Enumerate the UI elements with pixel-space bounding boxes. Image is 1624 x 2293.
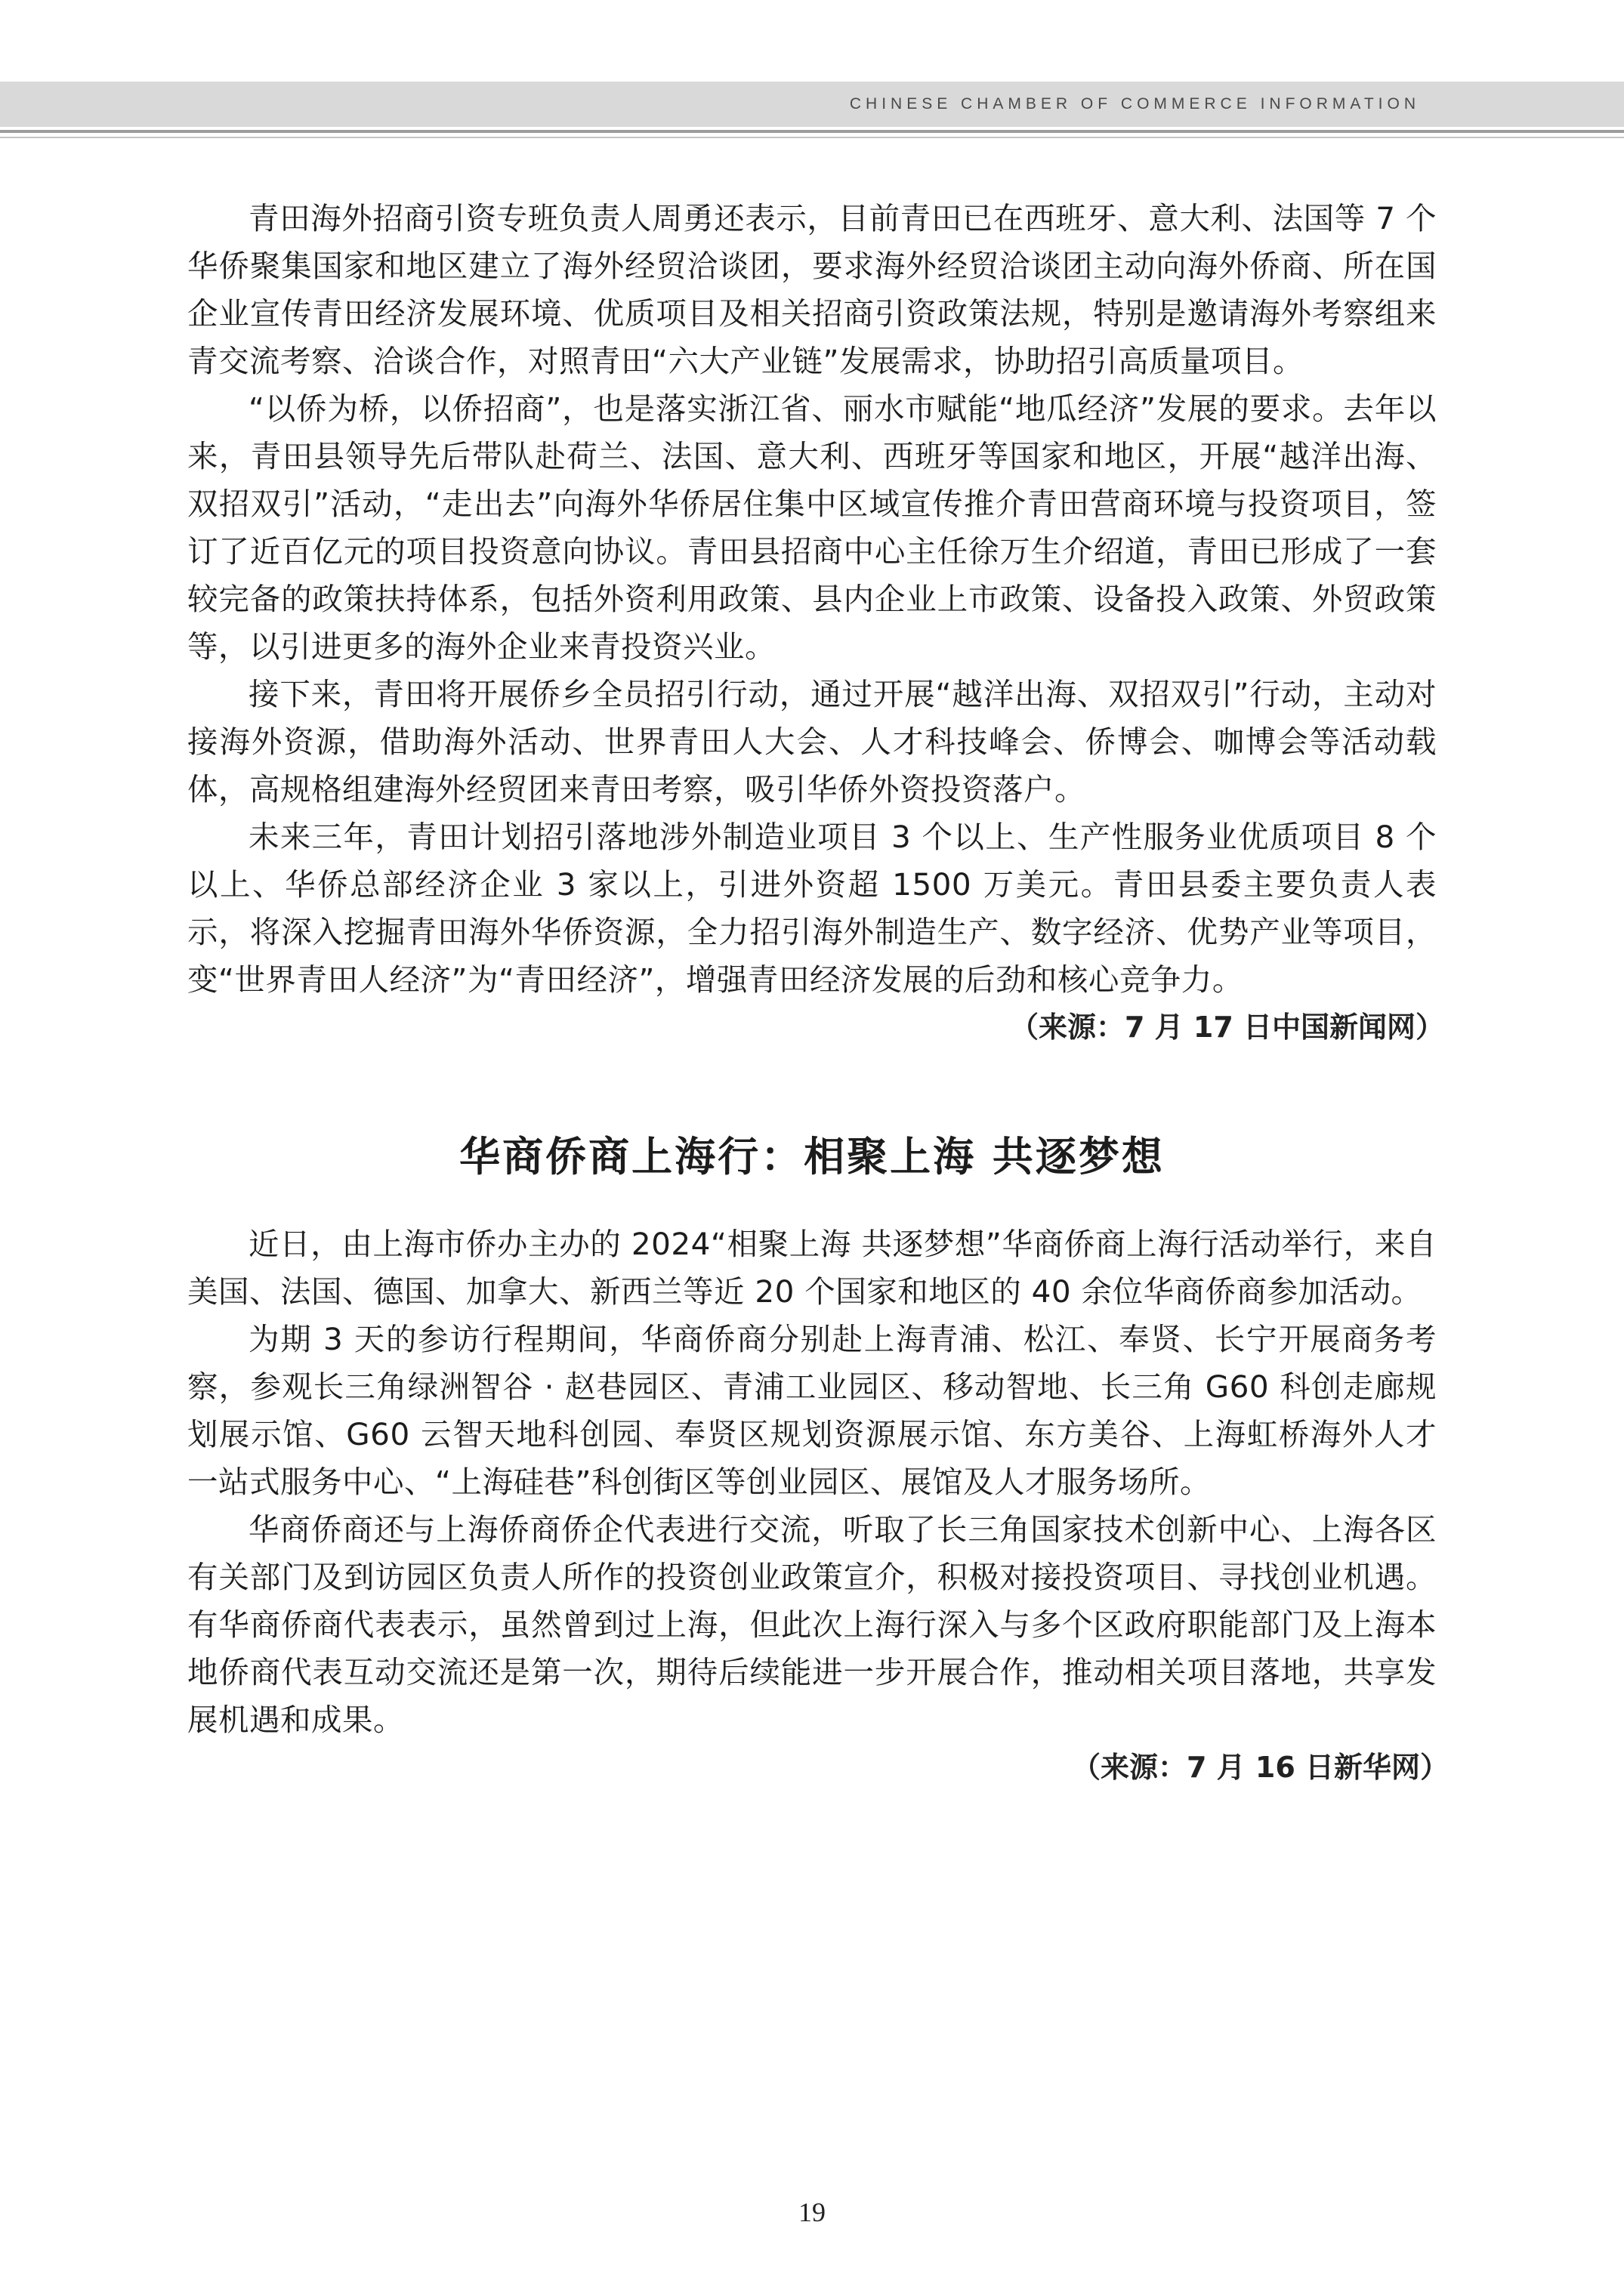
paragraph: “以侨为桥，以侨招商”，也是落实浙江省、丽水市赋能“地瓜经济”发展的要求。去年以来，青田县领导先后带队赴荷兰、法国、意大利、西班牙等国家和地区，开展“越洋出海、双招双引”活动，“走出去”向海外华侨居住集中区域宣传推介青田营商环境与投资项目，签订了近百亿元的项目投资意向协议。青田县招商中心主任徐万生介绍道，青田已形成了一套较完备的政策扶持体系，包括外资利用政策、县内企业上市政策、设备投入政策、外贸政策等，以引进更多的海外企业来青投资兴业。 (187, 390, 1437, 665)
header-rule (0, 130, 1624, 133)
article-title: 华商侨商上海行：相聚上海 共逐梦想 (459, 1133, 1165, 1180)
paragraph: 青田海外招商引资专班负责人周勇还表示，目前青田已在西班牙、意大利、法国等 7 个华侨聚集国家和地区建立了海外经贸洽谈团，要求海外经贸洽谈团主动向海外侨商、所在国企业宣传青田经济发展环境、优质项目及相关招商引资政策法规，特别是邀请海外考察组来青交流考察、洽谈合作，对照青田“六大产业链”发展需求，协助招引高质量项目。 (187, 200, 1437, 379)
page-number: 19 (798, 2197, 826, 2227)
article-1 (187, 195, 1444, 1051)
page-content (187, 195, 1449, 1792)
article-2 (187, 1130, 1449, 1792)
paragraph: 华商侨商还与上海侨商侨企代表进行交流，听取了长三角国家技术创新中心、上海各区有关部门及到访园区负责人所作的投资创业政策宣介，积极对接投资项目、寻找创业机遇。有华商侨商代表表示，虽然曾到过上海，但此次上海行深入与多个区政府职能部门及上海本地侨商代表互动交流还是第一次，期待后续能进一步开展合作，推动相关项目落地，共享发展机遇和成果。 (187, 1511, 1437, 1738)
source-credit: （来源：7 月 17 日中国新闻网） (1009, 1011, 1444, 1044)
paragraph: 为期 3 天的参访行程期间，华商侨商分别赴上海青浦、松江、奉贤、长宁开展商务考察，参观长三角绿洲智谷 · 赵巷园区、青浦工业园区、移动智地、长三角 G60 科创走廊规划展示馆、G60 云智天地科创园、奉贤区规划资源展示馆、东方美谷、上海虹桥海外人才一站式服务中心、“上海硅巷”科创街区等创业园区、展馆及人才服务场所。 (187, 1321, 1437, 1500)
header-rule-thin (0, 137, 1624, 138)
running-header: CHINESE CHAMBER OF COMMERCE INFORMATION (849, 95, 1420, 113)
paragraph: 未来三年，青田计划招引落地涉外制造业项目 3 个以上、生产性服务业优质项目 8 个以上、华侨总部经济企业 3 家以上，引进外资超 1500 万美元。青田县委主要负责人表示，将深入挖掘青田海外华侨资源，全力招引海外制造生产、数字经济、优势产业等项目，变“世界青田人经济”为“青田经济”，增强青田经济发展的后劲和核心竞争力。 (187, 819, 1437, 998)
paragraph: 近日，由上海市侨办主办的 2024“相聚上海 共逐梦想”华商侨商上海行活动举行，来自美国、法国、德国、加拿大、新西兰等近 20 个国家和地区的 40 余位华商侨商参加活动。 (187, 1226, 1437, 1310)
source-credit: （来源：7 月 16 日新华网） (1071, 1751, 1449, 1784)
paragraph: 接下来，青田将开展侨乡全员招引行动，通过开展“越洋出海、双招双引”行动，主动对接海外资源，借助海外活动、世界青田人大会、人才科技峰会、侨博会、咖博会等活动载体，高规格组建海外经贸团来青田考察，吸引华侨外资投资落户。 (187, 676, 1437, 807)
